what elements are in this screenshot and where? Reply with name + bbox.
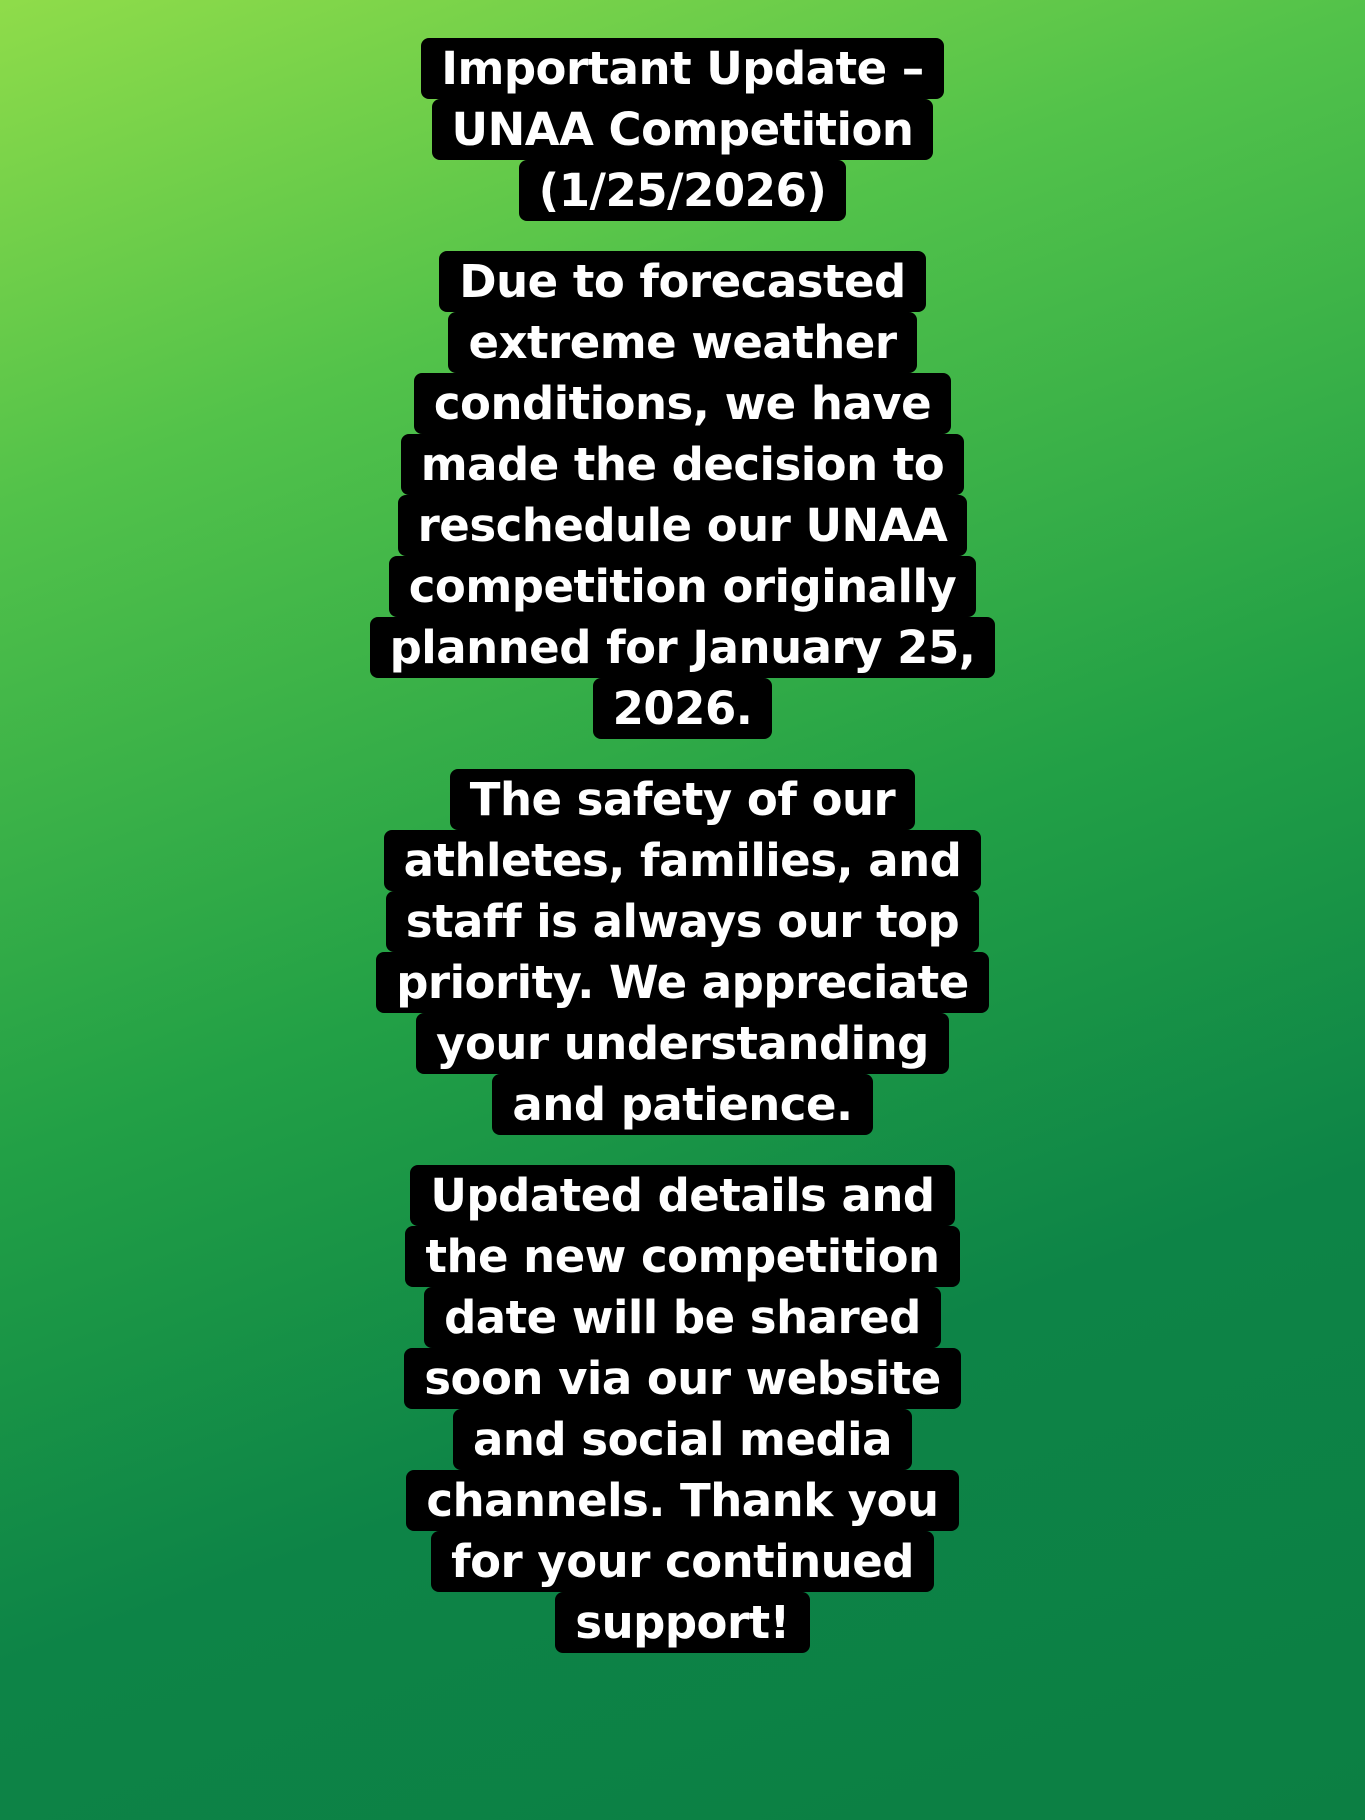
title-line: UNAA Competition: [432, 99, 934, 160]
paragraph-line: staff is always our top: [386, 891, 979, 952]
paragraph-line: 2026.: [593, 678, 773, 739]
paragraph-line: competition originally: [389, 556, 976, 617]
paragraph-line: priority. We appreciate: [376, 952, 989, 1013]
safety-priority-paragraph: [376, 769, 989, 1135]
paragraph-line: The safety of our: [450, 769, 915, 830]
paragraph-line: reschedule our UNAA: [398, 495, 968, 556]
updates-paragraph: [404, 1165, 960, 1653]
title-line: (1/25/2026): [519, 160, 847, 221]
paragraph-line: your understanding: [416, 1013, 949, 1074]
title-line: Important Update –: [421, 38, 944, 99]
paragraph-line: and patience.: [492, 1074, 872, 1135]
paragraph-line: made the decision to: [401, 434, 964, 495]
paragraph-line: soon via our website: [404, 1348, 960, 1409]
weather-notice-paragraph: [370, 251, 996, 739]
paragraph-line: Updated details and: [410, 1165, 954, 1226]
paragraph-line: the new competition: [405, 1226, 959, 1287]
paragraph-line: for your continued: [431, 1531, 934, 1592]
paragraph-line: and social media: [453, 1409, 912, 1470]
paragraph-line: planned for January 25,: [370, 617, 996, 678]
paragraph-line: conditions, we have: [414, 373, 951, 434]
paragraph-line: support!: [555, 1592, 809, 1653]
paragraph-line: channels. Thank you: [406, 1470, 958, 1531]
paragraph-line: extreme weather: [448, 312, 916, 373]
announcement-title: [421, 38, 944, 221]
paragraph-line: date will be shared: [424, 1287, 941, 1348]
paragraph-line: Due to forecasted: [439, 251, 925, 312]
paragraph-line: athletes, families, and: [384, 830, 982, 891]
